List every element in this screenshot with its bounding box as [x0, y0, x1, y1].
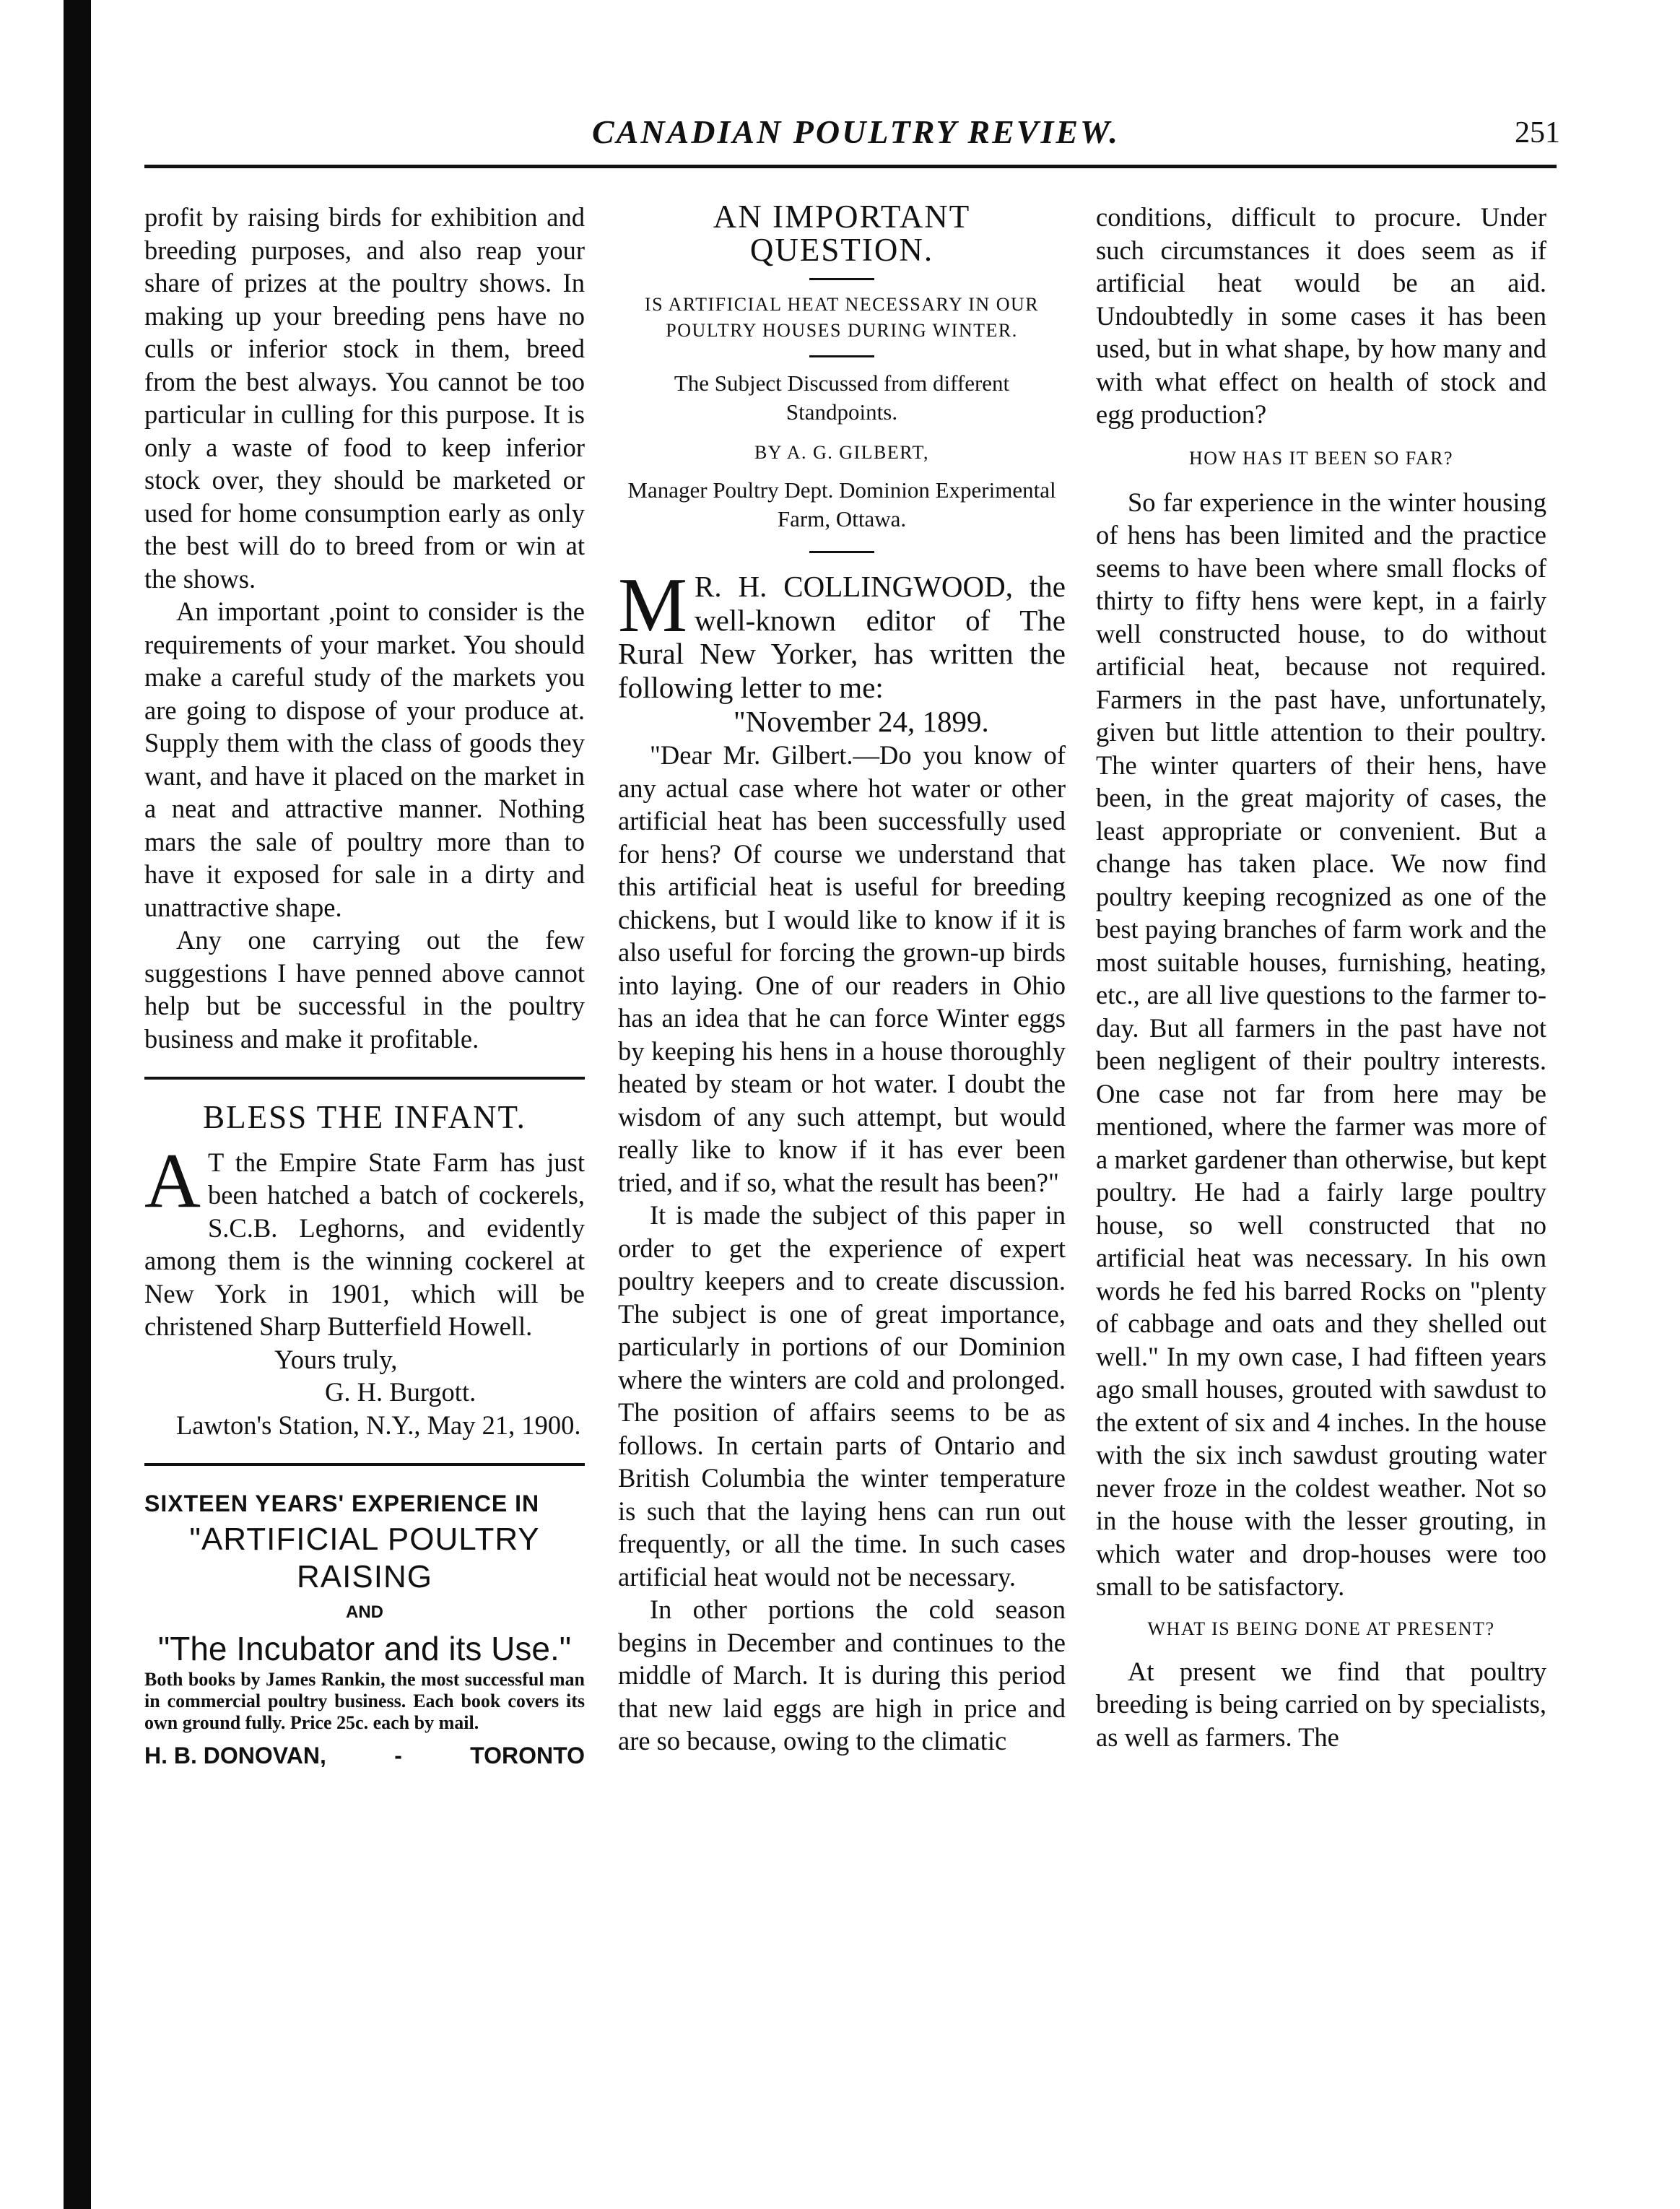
short-rule [809, 278, 874, 280]
col3-paragraph: At present we find that poultry breeding is being carried on by specialists, as well as farmers. The [1096, 1656, 1546, 1752]
ad-title-2: "The Incubator and its Use." [157, 1630, 572, 1667]
bless-heading: BLESS THE INFANT. [203, 1099, 526, 1135]
ad-publisher: H. B. DONOVAN, [144, 1743, 326, 1768]
col2-paragraph: It is made the subject of this paper in order to get the experience of expert poultry keepers and to create discussion. The subject is one of great importance, particularly in portions of our Dominion where the winters are cold and prolonged. The position of affairs seems to be as follows. In certain parts of Ontario and British Columbia the winter temperature is such that the laying hens can run out frequently, or all the time. In such cases artificial heat would not be necessary. [618, 1200, 1066, 1592]
col3-paragraph: conditions, difficult to procure. Under such circumstances it does seem as if artificial heat would be an aid. Undoubtedly in some cases it has been used, but in what shape, by how many and with what effect on health of stock and egg production? [1096, 202, 1546, 429]
ad-and: AND [346, 1602, 383, 1622]
article-heading: AN IMPORTANT QUESTION. [713, 199, 971, 268]
section-heading: WHAT IS BEING DONE AT PRESENT? [1147, 1618, 1495, 1639]
col1-paragraph: profit by raising birds for exhibition and breeding purposes, and also reap your share of prizes at the poultry shows. In making up your breeding pens have no culls or inferior stock in them, breed from the best always. You cannot be too particular in culling for this purpose. It is only a waste of food to keep inferior stock over, they should be marketed or used for home consumption early as only the best will do to breed from or win at the shows. [144, 202, 585, 594]
author-title: Manager Poultry Dept. Dominion Experimental Farm, Ottawa. [627, 477, 1056, 531]
col2-paragraph: In other portions the cold season begins in December and continues to the middle of March. It is during this period that new laid eggs are high in price and are so because, owing to the climatic [618, 1594, 1066, 1756]
drop-cap: M [618, 563, 688, 648]
intro-text: R. H. COLLINGWOOD, the well-known editor of The Rural New Yorker, has written the following letter to me: [618, 570, 1066, 704]
book-advertisement [144, 1488, 585, 1773]
ad-city: TORONTO [470, 1743, 585, 1768]
article-subheading: IS ARTIFICIAL HEAT NECESSARY IN OUR POULTRY HOUSES DURING WINTER. [644, 294, 1040, 341]
page-number: 251 [1515, 116, 1560, 149]
byline: BY A. G. GILBERT, [754, 442, 930, 463]
short-rule [809, 355, 874, 357]
col1-paragraph: An important ,point to consider is the requirements of your market. You should make a careful study of the markets you are going to dispose of your produce at. Supply them with the class of goods they want, and have it placed on the market in a neat and attractive manner. Nothing mars the sale of poultry more than to have it exposed for sale in a dirty and unattractive shape. [144, 596, 585, 922]
section-rule [144, 1077, 585, 1080]
ad-footer [144, 1740, 585, 1773]
ad-details: Both books by James Rankin, the most successful man in commercial poultry business. Each book covers its own ground fully. Price 25c. each by mail. [144, 1669, 585, 1733]
article-deck: The Subject Discussed from different Standpoints. [674, 370, 1010, 425]
ad-title-1: "ARTIFICIAL POULTRY RAISING [189, 1521, 540, 1594]
signature: G. H. Burgott. [325, 1377, 476, 1407]
letter-text: "Dear Mr. Gilbert.—Do you know of any actual case where hot water or other artificial heat has been successfully used for hens? Of course we understand that this artificial heat is useful for breeding chickens, but I would like to know if it is also useful for forcing the grown-up birds into laying. One of our readers in Ohio has an idea that he can force Winter eggs by keeping his hens in a house thoroughly heated by steam or hot water. I doubt the wisdom of any such attempt, but would really like to know if it has ever been tried, and if so, what the result has been?" [618, 740, 1066, 1197]
short-rule [809, 551, 874, 553]
col1-paragraph: Any one carrying out the few suggestions I have penned above cannot help but be successful in the poultry business and make it profitable. [144, 925, 585, 1054]
col3-paragraph: So far experience in the winter housing of hens has been limited and the practice seems to have been where small flocks of thirty to fifty hens were kept, in a fairly well constructed house, to do without artificial heat, because not required. Farmers in the past have, unfortunately, given but little attention to their poultry. The winter quarters of their hens, have been, in the great majority of cases, the least appropriate or convenient. But a change has taken place. We now find poultry keeping recognized as one of the best paying branches of farm work and the most suitable houses, furnishing, heating, etc., are all live questions to the farmer to-day. But all farmers in the past have not been negligent of their poultry interests. One case not far from here may be mentioned, where the farmer was more of a market gardener than otherwise, but kept poultry. He had a fairly large poultry house, so well constructed that no artificial heat was necessary. In his own words he fed his barred Rocks on "plenty of cabbage and oats and they shelled out well." In my own case, I had fifteen years ago small houses, grouted with sawdust to the extent of six and 4 inches. In the house with the six inch sawdust grouting water never froze in the coldest weather. Not so in the house with the lesser grouting, in which water and drop-houses were too small to be satisfactory. [1096, 487, 1546, 1601]
column-1 [144, 201, 585, 1773]
ad-dash: - [394, 1743, 402, 1768]
section-rule [144, 1463, 585, 1466]
header-rule [144, 165, 1557, 168]
letter-date: "November 24, 1899. [734, 705, 989, 738]
column-3 [1096, 201, 1546, 1753]
section-heading: HOW HAS IT BEEN SO FAR? [1188, 447, 1453, 469]
bless-text: T the Empire State Farm has just been hatched a batch of cockerels, S.C.B. Leghorns, and evidently among them is the winning cockerel at New York in 1901, which will be christened Sharp Butterfield Howell. [144, 1147, 585, 1341]
closing: Yours truly, [274, 1344, 398, 1374]
dateline: Lawton's Station, N.Y., May 21, 1900. [176, 1410, 581, 1440]
running-header: CANADIAN POULTRY REVIEW. [592, 113, 1120, 150]
column-2 [618, 201, 1066, 1758]
drop-cap: A [144, 1137, 201, 1224]
scan-edge-bar [64, 0, 91, 2209]
ad-top-line: SIXTEEN YEARS' EXPERIENCE IN [144, 1490, 540, 1516]
